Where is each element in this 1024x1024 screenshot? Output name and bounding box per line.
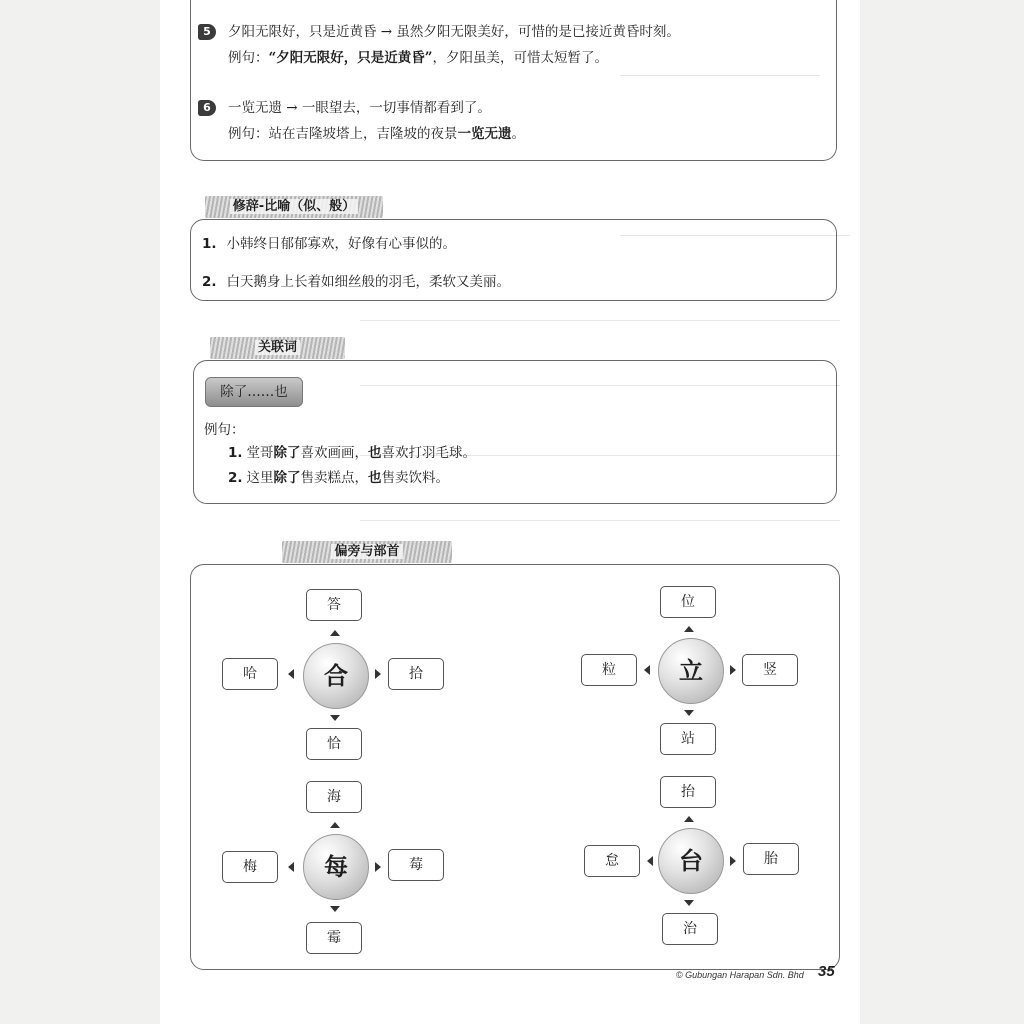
item-text: 白天鹅身上长着如细丝般的羽毛，柔软又美丽。	[226, 274, 511, 290]
arrow-right-icon	[730, 665, 736, 675]
item-number: 2.	[228, 470, 243, 486]
copyright-notice: © Gubungan Harapan Sdn. Bhd	[676, 970, 804, 980]
idiom-definition: 夕阳无限好，只是近黄昏 → 虽然夕阳无限美好，可惜的是已接近黄昏时刻。	[228, 24, 680, 40]
arrow-left-icon	[644, 665, 650, 675]
page-number: 35	[818, 963, 835, 980]
section-title-rhetoric: 修辞-比喻（似、般）	[205, 196, 383, 218]
arrow-down-icon	[330, 906, 340, 912]
radical-word-top: 海	[306, 781, 362, 813]
connective-example: 2. 这里除了售卖糕点，也售卖饮料。	[228, 470, 450, 486]
example-text: 例句：站在吉隆坡塔上，吉隆坡的夜景	[228, 126, 458, 142]
radical-word-top: 抬	[660, 776, 716, 808]
radical-word-bottom: 治	[662, 913, 718, 945]
connective-example: 1. 堂哥除了喜欢画画，也喜欢打羽毛球。	[228, 445, 477, 461]
arrow-down-icon	[330, 715, 340, 721]
radical-word-right: 莓	[388, 849, 444, 881]
radical-word-right: 竖	[742, 654, 798, 686]
arrow-up-icon	[684, 626, 694, 632]
radical-word-right: 胎	[743, 843, 799, 875]
arrow-up-icon	[330, 822, 340, 828]
section-title-radicals: 偏旁与部首	[282, 541, 452, 563]
arrow-left-icon	[288, 669, 294, 679]
example-highlight: “夕阳无限好，只是近黄昏”	[268, 50, 433, 66]
radical-word-right: 拾	[388, 658, 444, 690]
item-number: 1.	[202, 236, 217, 252]
example-label: 例句：	[228, 50, 269, 66]
connective-pattern-pill: 除了……也	[205, 377, 303, 407]
section-title-connectives: 关联词	[210, 337, 345, 359]
idiom-example	[228, 48, 608, 68]
idiom-example	[228, 124, 525, 144]
arrow-left-icon	[647, 856, 653, 866]
arrow-right-icon	[375, 669, 381, 679]
rhetoric-item	[202, 234, 456, 254]
radical-center-character: 台	[658, 828, 724, 894]
radical-word-bottom: 恰	[306, 728, 362, 760]
arrow-up-icon	[330, 630, 340, 636]
arrow-right-icon	[730, 856, 736, 866]
radical-word-top: 位	[660, 586, 716, 618]
radical-center-character: 每	[303, 834, 369, 900]
radical-word-bottom: 站	[660, 723, 716, 755]
arrow-down-icon	[684, 710, 694, 716]
radical-word-left: 梅	[222, 851, 278, 883]
radical-word-left: 粒	[581, 654, 637, 686]
radical-word-left: 怠	[584, 845, 640, 877]
example-text: ，夕阳虽美，可惜太短暂了。	[432, 50, 609, 66]
radical-word-left: 哈	[222, 658, 278, 690]
idiom-number-badge: 6	[198, 100, 216, 116]
radical-word-top: 答	[306, 589, 362, 621]
radicals-box	[190, 564, 840, 970]
idiom-definition: 一览无遗 → 一眼望去，一切事情都看到了。	[228, 100, 491, 116]
arrow-right-icon	[375, 862, 381, 872]
item-number: 2.	[202, 274, 217, 290]
item-number: 1.	[228, 445, 243, 461]
arrow-left-icon	[288, 862, 294, 872]
bleed-through-line	[360, 520, 840, 521]
example-label: 例句：	[204, 422, 245, 438]
arrow-up-icon	[684, 816, 694, 822]
bleed-through-line	[360, 320, 840, 321]
example-text: 。	[511, 126, 525, 142]
radical-word-bottom: 霉	[306, 922, 362, 954]
example-highlight: 一览无遗	[457, 126, 512, 142]
radical-center-character: 立	[658, 638, 724, 704]
idiom-number-badge: 5	[198, 24, 216, 40]
rhetoric-item	[202, 272, 510, 292]
arrow-down-icon	[684, 900, 694, 906]
item-text: 小韩终日郁郁寡欢，好像有心事似的。	[226, 236, 457, 252]
radical-center-character: 合	[303, 643, 369, 709]
